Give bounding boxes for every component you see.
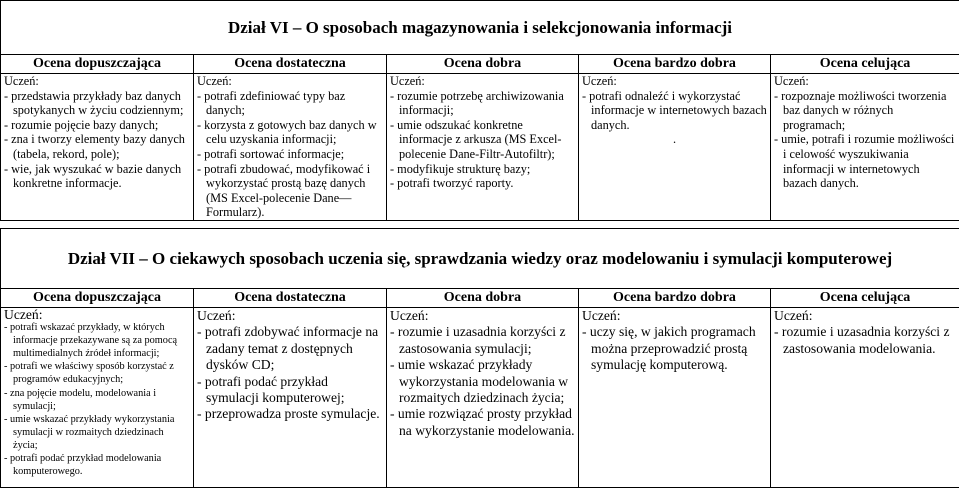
header-grade-sufficient: Ocena dopuszczająca xyxy=(1,55,194,74)
requirement-item: - rozumie i uzasadnia korzyści z zastosowania symulacji; xyxy=(390,324,566,356)
requirement-item: - zna pojęcie modelu, modelowania i symulacji; xyxy=(4,387,157,412)
requirement-item: - rozpoznaje możliwości tworzenia baz danych w różnych programach; xyxy=(774,88,947,132)
requirement-item: - potrafi we właściwy sposób korzystać z programów edukacyjnych; xyxy=(4,361,174,386)
requirement-item: - umie, potrafi i rozumie możliwości i celowość wyszukiwania informacji w internetowych bazach danych. xyxy=(774,132,955,191)
requirements-cell xyxy=(771,74,959,221)
requirements-cell xyxy=(579,74,771,221)
requirements-cell xyxy=(579,308,771,488)
requirements-cell xyxy=(194,308,387,488)
requirement-item: - przedstawia przykłady baz danych spotykanych w życiu codziennym; xyxy=(4,88,184,118)
student-label: Uczeń: xyxy=(197,74,232,88)
requirement-item: - rozumie i uzasadnia korzyści z zastosowania modelowania. xyxy=(774,324,950,356)
requirement-item: - umie wskazać przykłady wykorzystania symulacji w rozmaitych dziedzinach życia; xyxy=(4,413,175,451)
requirements-cell xyxy=(194,74,387,221)
requirement-item: - potrafi odnaleźć i wykorzystać informacje w internetowych bazach danych. xyxy=(582,88,767,132)
header-grade-satisfactory: Ocena dostateczna xyxy=(194,289,387,308)
requirements-cell xyxy=(387,308,579,488)
header-grade-very-good: Ocena bardzo dobra xyxy=(579,55,771,74)
requirements-cell xyxy=(771,308,959,488)
header-grade-good: Ocena dobra xyxy=(387,289,579,308)
requirement-item: . xyxy=(672,132,677,147)
requirement-item: - potrafi zdobywać informacje na zadany temat z dostępnych dysków CD; xyxy=(197,324,379,373)
requirement-item: - potrafi zbudować, modyfikować i wykorzystać prostą bazę danych (MS Excel-polecenie Dane—Formularz). xyxy=(197,161,371,220)
requirement-item: - modyfikuje strukturę bazy; xyxy=(390,161,531,176)
header-grade-very-good: Ocena bardzo dobra xyxy=(579,289,771,308)
requirement-item: - wie, jak wyszukać w bazie danych konkretne informacje. xyxy=(4,161,182,191)
requirement-item: - rozumie pojęcie bazy danych; xyxy=(4,117,159,132)
header-grade-excellent: Ocena celująca xyxy=(771,55,959,74)
section-7-table xyxy=(0,228,959,488)
requirement-item: - umie wskazać przykłady wykorzystania modelowania w rozmaitych dziedzinach życia; xyxy=(390,357,569,406)
student-label: Uczeń: xyxy=(390,308,429,323)
requirement-item: - potrafi wskazać przykłady, w których informacje przekazywane są za pomocą multimedialnych źródeł informacji; xyxy=(4,322,178,360)
requirement-item: - potrafi zdefiniować typy baz danych; xyxy=(197,88,346,118)
header-grade-satisfactory: Ocena dostateczna xyxy=(194,55,387,74)
requirement-item: - potrafi podać przykład modelowania komputerowego. xyxy=(4,453,162,478)
student-label: Uczeń: xyxy=(390,74,425,88)
header-grade-sufficient: Ocena dopuszczająca xyxy=(1,289,194,308)
requirement-item: - zna i tworzy elementy bazy danych (tabela, rekord, pole); xyxy=(4,132,185,161)
header-grade-excellent: Ocena celująca xyxy=(771,289,959,308)
student-label: Uczeń: xyxy=(774,308,813,323)
section-6-table xyxy=(0,0,959,221)
requirement-item: - uczy się, w jakich programach można przeprowadzić prostą symulację komputerową. xyxy=(582,324,756,373)
student-label: Uczeń: xyxy=(197,308,236,323)
student-label: Uczeń: xyxy=(4,307,43,322)
student-label: Uczeń: xyxy=(582,74,617,88)
requirement-item: - umie rozwiązać prosty przykład na wykorzystanie modelowania. xyxy=(390,406,575,438)
section-7-title: Dział VII – O ciekawych sposobach uczenia się, sprawdzania wiedzy oraz modelowaniu i symulacji komputerowej xyxy=(1,229,959,289)
requirement-item: - przeprowadza proste symulacje. xyxy=(197,406,380,422)
student-label: Uczeń: xyxy=(774,74,809,88)
requirement-item: - potrafi tworzyć raporty. xyxy=(390,176,514,191)
requirements-cell xyxy=(387,74,579,221)
requirement-item: - umie odszukać konkretne informacje z arkusza (MS Excel-polecenie Dane-Filtr-Autofiltr); xyxy=(390,117,562,161)
requirement-item: - potrafi sortować informacje; xyxy=(197,146,345,161)
requirement-item: - korzysta z gotowych baz danych w celu uzyskania informacji; xyxy=(197,117,377,147)
section-6-title: Dział VI – O sposobach magazynowania i selekcjonowania informacji xyxy=(1,1,959,55)
requirements-cell xyxy=(1,308,194,488)
student-label: Uczeń: xyxy=(582,308,621,323)
header-grade-good: Ocena dobra xyxy=(387,55,579,74)
requirement-item: - potrafi podać przykład symulacji komputerowej; xyxy=(197,373,345,406)
requirements-cell xyxy=(1,74,194,221)
student-label: Uczeń: xyxy=(4,74,39,88)
requirement-item: - rozumie potrzebę archiwizowania informacji; xyxy=(390,88,564,118)
